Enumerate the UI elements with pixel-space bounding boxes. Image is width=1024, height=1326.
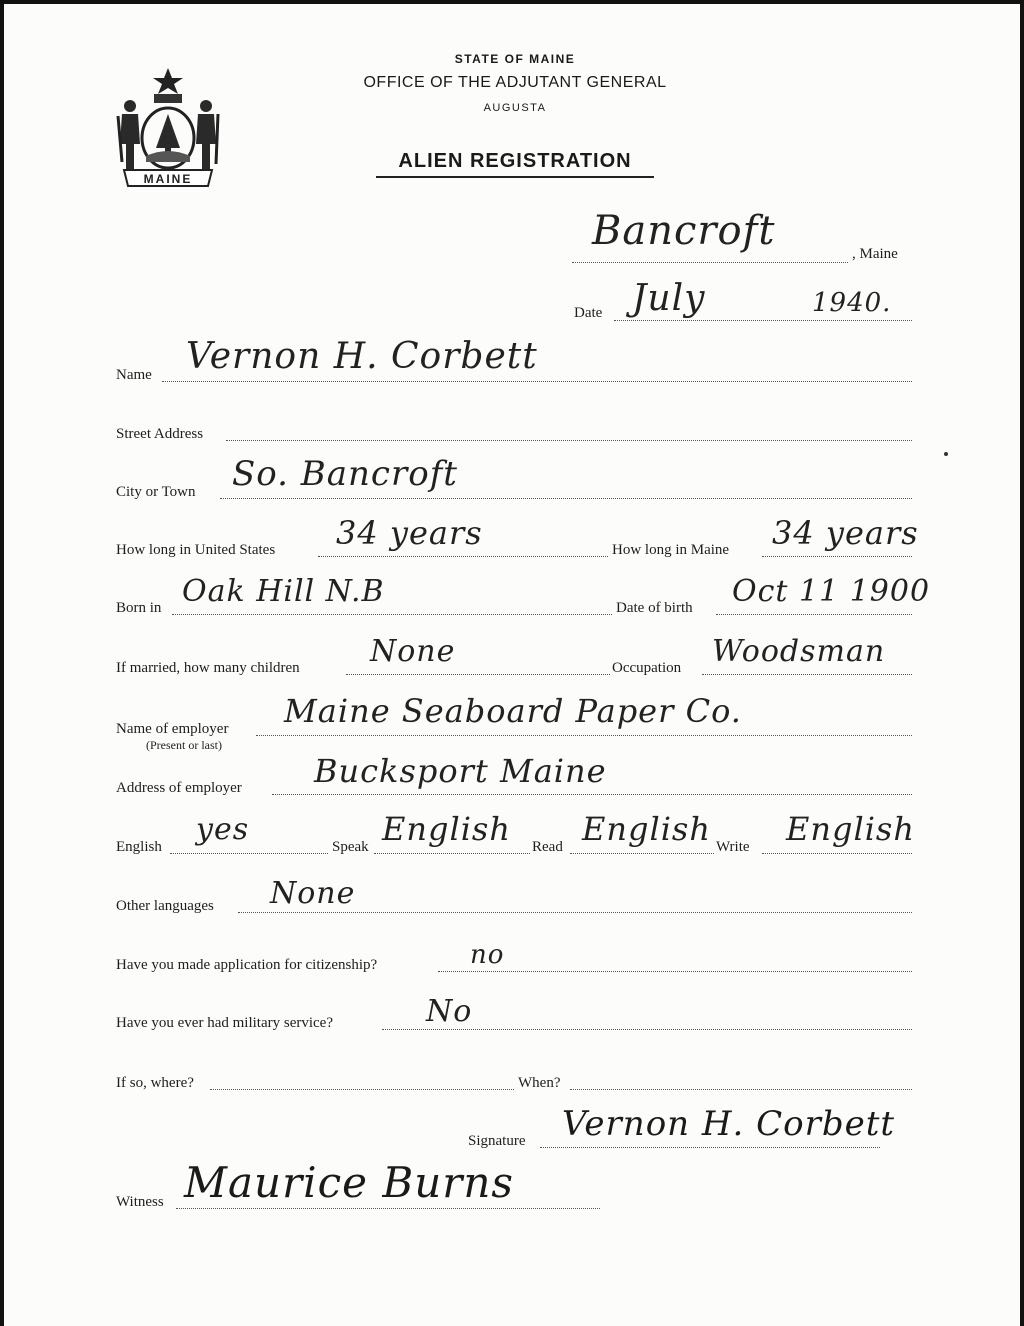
military-line (382, 1029, 912, 1030)
town-line (572, 262, 848, 263)
employer-address-label: Address of employer (116, 780, 242, 796)
seal-lettering: MAINE (143, 172, 193, 186)
citizenship-value: no (470, 940, 505, 970)
signature-label: Signature (468, 1133, 526, 1149)
when-line (570, 1089, 912, 1090)
occupation-value: Woodsman (712, 634, 886, 669)
other-languages-line (238, 912, 912, 913)
write-line (762, 853, 912, 854)
citizenship-label: Have you made application for citizenship? (116, 957, 378, 973)
name-value: Vernon H. Corbett (186, 336, 538, 377)
scan-border-top (0, 0, 1024, 4)
signature-value: Vernon H. Corbett (562, 1104, 896, 1144)
maine-label: , Maine (852, 246, 898, 262)
employer-line (256, 735, 912, 736)
signature-line (540, 1147, 880, 1148)
employer-label: Name of employer (116, 721, 229, 737)
dob-value: Oct 11 1900 (732, 574, 931, 609)
scan-speck (944, 452, 948, 456)
read-value: English (582, 810, 711, 848)
children-value: None (370, 634, 456, 669)
how-long-maine-value: 34 years (772, 514, 919, 552)
city-label: City or Town (116, 484, 196, 500)
other-languages-label: Other languages (116, 898, 214, 914)
read-line (570, 853, 714, 854)
born-in-line (172, 614, 612, 615)
date-label: Date (574, 305, 603, 321)
english-value: yes (196, 812, 250, 847)
english-line (170, 853, 328, 854)
scan-border-right (1020, 0, 1024, 1326)
write-value: English (786, 810, 915, 848)
how-long-us-line (318, 556, 608, 557)
children-line (346, 674, 610, 675)
street-line (226, 440, 912, 441)
occupation-label: Occupation (612, 660, 682, 676)
children-label: If married, how many children (116, 660, 300, 676)
dob-line (716, 614, 912, 615)
city-line (220, 498, 912, 499)
where-line (210, 1089, 514, 1090)
how-long-us-value: 34 years (336, 514, 483, 552)
speak-line (374, 853, 530, 854)
date-month-value: July (632, 278, 706, 319)
dob-label: Date of birth (616, 600, 693, 616)
speak-value: English (382, 810, 511, 848)
occupation-line (702, 674, 912, 675)
citizenship-line (438, 971, 912, 972)
header-city: AUGUSTA (483, 102, 547, 114)
header-state: STATE OF MAINE (454, 52, 576, 66)
military-value: No (426, 994, 473, 1029)
write-label: Write (716, 839, 750, 855)
how-long-us-label: How long in United States (116, 542, 276, 558)
name-label: Name (116, 367, 152, 383)
read-label: Read (532, 839, 563, 855)
how-long-maine-label: How long in Maine (612, 542, 730, 558)
header-office: OFFICE OF THE ADJUTANT GENERAL (363, 74, 667, 91)
scan-border-left (0, 0, 4, 1326)
employer-address-line (272, 794, 912, 795)
employer-value: Maine Seaboard Paper Co. (284, 692, 742, 730)
form-title: ALIEN REGISTRATION (398, 150, 632, 172)
where-label: If so, where? (116, 1075, 194, 1091)
born-in-value: Oak Hill N.B (182, 574, 385, 609)
other-languages-value: None (270, 876, 356, 911)
military-label: Have you ever had military service? (116, 1015, 333, 1031)
street-label: Street Address (116, 426, 204, 442)
speak-label: Speak (332, 839, 369, 855)
employer-address-value: Bucksport Maine (314, 752, 607, 790)
how-long-maine-line (762, 556, 912, 557)
witness-line (176, 1208, 600, 1209)
employer-sublabel: (Present or last) (146, 738, 222, 752)
witness-value: Maurice Burns (184, 1158, 514, 1207)
date-year-value: 1940. (812, 288, 892, 318)
town-value: Bancroft (592, 208, 776, 254)
english-label: English (116, 839, 162, 855)
date-line (614, 320, 912, 321)
born-in-label: Born in (116, 600, 162, 616)
city-value: So. Bancroft (232, 454, 458, 494)
witness-label: Witness (116, 1194, 164, 1210)
when-label: When? (518, 1075, 561, 1091)
name-line (162, 381, 912, 382)
title-underline (376, 176, 654, 178)
